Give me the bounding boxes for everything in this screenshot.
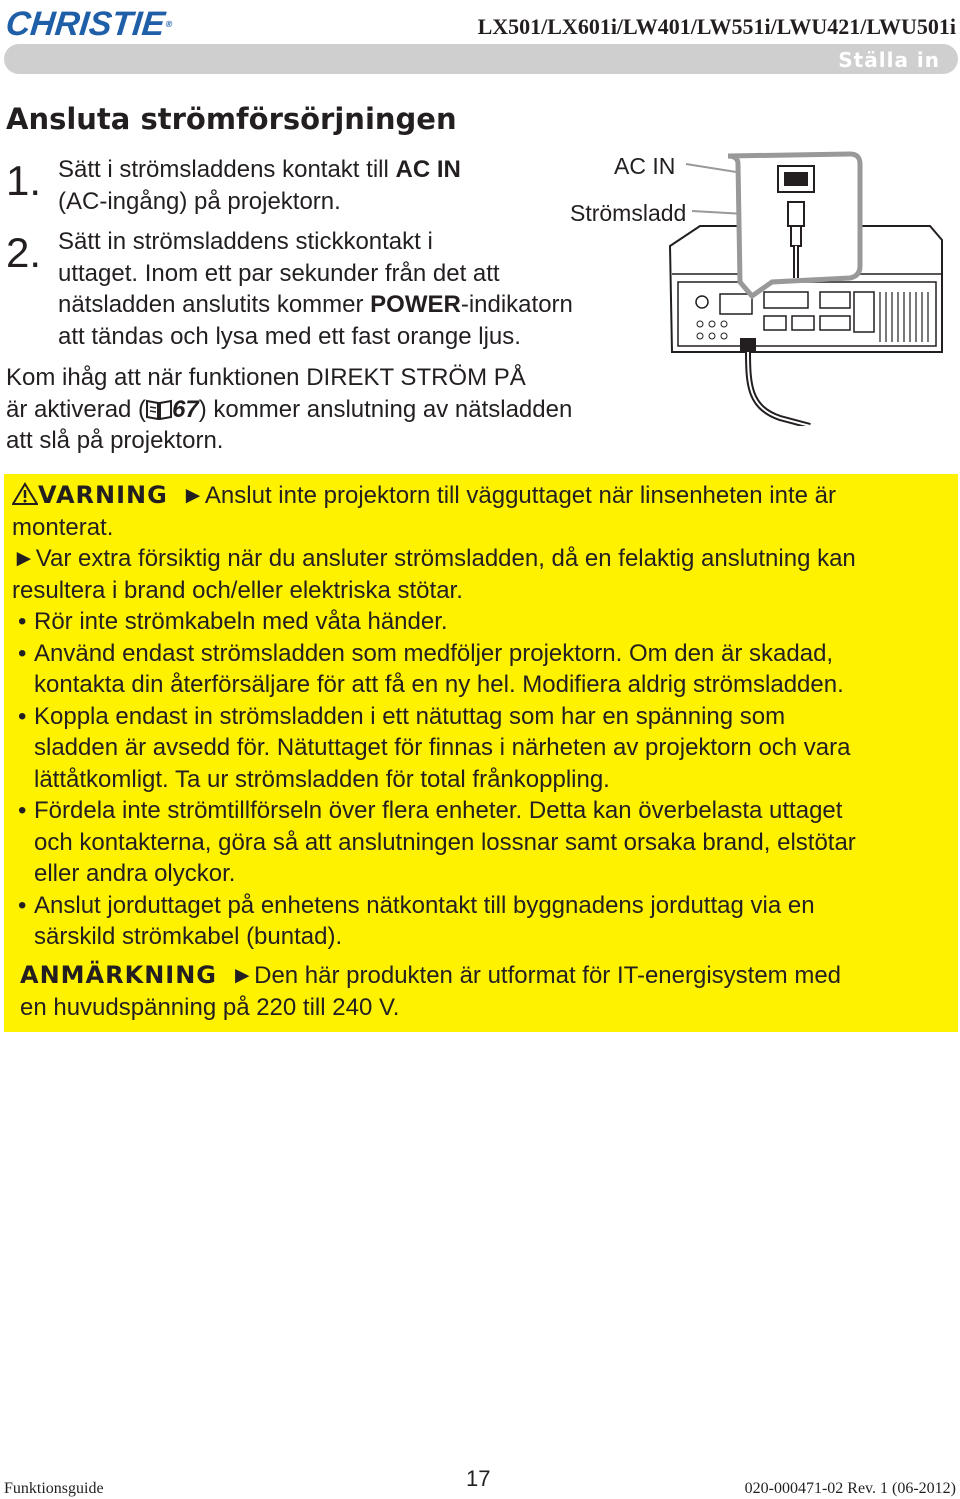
step-1-text-a: Sätt i strömsladdens kontakt till (58, 156, 396, 183)
bullet-3-line-3: lättåtkomligt. Ta ur strömsladden för total frånkoppling. (34, 765, 610, 793)
warning-text-1: Anslut inte projektorn till vägguttaget när linsenheten inte är (204, 482, 836, 509)
bullet-2-line-1: Använd endast strömsladden som medföljer projektorn. Om den är skadad, (34, 639, 834, 667)
warning-bullet-2 (12, 638, 942, 701)
note-line-2 (6, 394, 646, 426)
power-label: POWER (370, 291, 461, 318)
step-2-line-3-pre: nätsladden anslutits kommer (58, 291, 371, 318)
warning-bullet-1 (12, 606, 942, 638)
warning-text-4: resultera i brand och/eller elektriska stötar. (12, 576, 463, 604)
warning-bullet-5 (12, 890, 942, 953)
bullet-dot: • (18, 639, 27, 667)
remark-label: ANMÄRKNING (20, 961, 217, 989)
page-reference[interactable]: 67 (172, 395, 199, 423)
ac-in-zoom-callout (728, 154, 860, 296)
step-1-ac-in: AC IN (395, 156, 461, 183)
book-icon (146, 397, 172, 419)
direct-power-note (6, 362, 646, 457)
model-numbers: LX501/LX601i/LW401/LW551i/LWU421/LWU501i (477, 14, 956, 39)
bullet-1-line-1: Rör inte strömkabeln med våta händer. (34, 608, 448, 635)
bullet-4-line-1: Fördela inte strömtillförseln över flera enheter. Detta kan överbelasta uttaget (34, 797, 843, 824)
logo-text: CHRISTIE (4, 5, 167, 43)
step-2-line-4: att tändas och lysa med ett fast orange ljus. (58, 322, 521, 350)
projector-power-illustration (640, 146, 956, 426)
power-cord-drawing (748, 352, 810, 426)
remark-text-1: Den här produkten är utformat för IT-energisystem med (254, 962, 842, 989)
bullet-4-line-3: eller andra olyckor. (34, 860, 236, 887)
step-2-number: 2. (6, 229, 42, 276)
footer-guide-name: Funktionsguide (4, 1480, 104, 1497)
bullet-3-line-1: Koppla endast in strömsladden i ett nätuttag som har en spänning som (34, 702, 786, 730)
warning-line-1 (12, 480, 942, 512)
remark-text-2: en huvudspänning på 220 till 240 V. (20, 993, 400, 1021)
bullet-5-line-2: särskild strömkabel (buntad). (34, 923, 343, 950)
warning-text-3: Var extra försiktig när du ansluter strömsladden, då en felaktig anslutning kan (35, 545, 856, 572)
note-line-2-pre: är aktiverad ( (6, 395, 147, 423)
warning-triangle-icon (12, 482, 38, 506)
section-title: Ställa in (838, 48, 940, 72)
step-2-text (58, 226, 638, 352)
bullet-2-line-2: kontakta din återförsäljare för att få en ny hel. Modifiera aldrig strömsladden. (34, 671, 844, 698)
step-2-line-3 (58, 289, 638, 321)
remark-arrow-icon: ► (230, 962, 255, 989)
warning-bullet-3 (12, 701, 942, 796)
logo-registered-mark: ® (165, 19, 173, 29)
step-2-line-1: Sätt in strömsladdens stickkontakt i (58, 228, 433, 255)
step-1-number: 1. (6, 157, 42, 204)
warning-content (12, 480, 942, 953)
page-title: Ansluta strömförsörjningen (6, 102, 457, 136)
ac-in-label: AC IN (614, 153, 676, 179)
step-2-line-3-post: -indikatorn (460, 291, 573, 318)
section-bar (4, 44, 958, 74)
bullet-dot: • (18, 797, 27, 824)
bullet-dot: • (18, 702, 27, 730)
power-cord-label: Strömsladd (570, 200, 687, 226)
note-line-2-post: ) kommer anslutning av nätsladden (198, 395, 573, 423)
bullet-dot: • (18, 608, 27, 635)
note-line-1: Kom ihåg att när funktionen DIREKT STRÖM PÅ (6, 364, 526, 391)
bullet-4-line-2: och kontakterna, göra så att anslutningen lossnar samt orsaka brand, elstötar (34, 828, 856, 856)
warning-bullet-4 (12, 795, 942, 890)
step-1-text (58, 154, 528, 217)
warning-text-2: monterat. (12, 513, 114, 541)
bullet-3-line-2: sladden är avsedd för. Nätuttaget för finnas i närheten av projektorn och vara (34, 734, 851, 761)
christie-logo (4, 4, 175, 44)
warning-line-3 (12, 543, 942, 575)
warning-arrow-icon: ► (181, 482, 205, 509)
step-1-text-b: (AC-ingång) på projektorn. (58, 187, 341, 215)
page-number: 17 (466, 1466, 491, 1491)
note-line-3: att slå på projektorn. (6, 427, 224, 454)
remark-line-1 (20, 960, 940, 992)
bullet-5-line-1: Anslut jorduttaget på enhetens nätkontakt till byggnadens jorduttag via en (34, 891, 815, 919)
remark-content (20, 960, 940, 1023)
warning-label: VARNING (38, 481, 168, 509)
warning-arrow-icon: ► (12, 545, 36, 572)
bullet-dot: • (18, 891, 27, 919)
step-2-line-2: uttaget. Inom ett par sekunder från det att (58, 259, 500, 287)
footer-revision: 020-000471-02 Rev. 1 (06-2012) (744, 1480, 956, 1497)
